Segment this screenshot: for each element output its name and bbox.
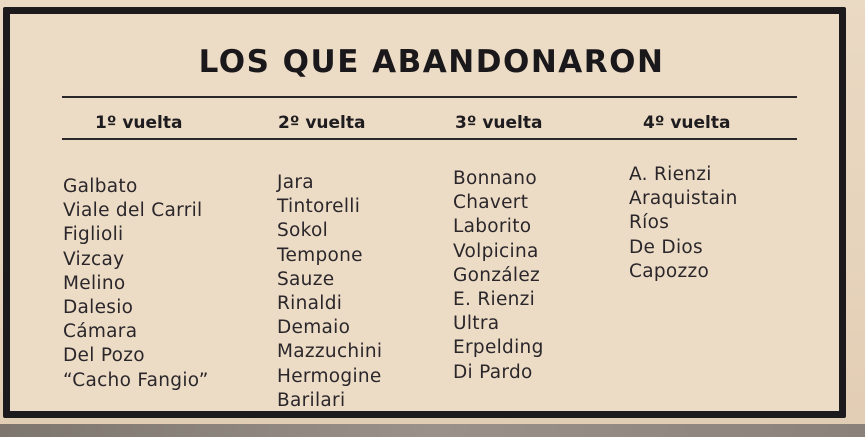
table-title: LOS QUE ABANDONARON bbox=[198, 44, 665, 80]
driver-name: Demaio bbox=[277, 317, 351, 339]
driver-name: Di Pardo bbox=[453, 361, 533, 383]
driver-name: González bbox=[453, 264, 541, 286]
column-header-lap-4: 4º vuelta bbox=[643, 113, 731, 133]
driver-name: De Dios bbox=[629, 236, 703, 258]
driver-name: Laborito bbox=[453, 216, 532, 238]
driver-name: Hermogine bbox=[277, 365, 382, 387]
column-lap-2-list bbox=[277, 171, 382, 413]
driver-name: Erpelding bbox=[453, 337, 544, 359]
bottom-photo-strip bbox=[0, 424, 865, 437]
driver-name: Rinaldi bbox=[277, 293, 343, 315]
driver-name: Melino bbox=[63, 272, 126, 294]
driver-name: Chavert bbox=[453, 192, 529, 214]
column-header-lap-3: 3º vuelta bbox=[455, 113, 543, 133]
column-header-lap-1: 1º vuelta bbox=[95, 113, 183, 133]
header-top-rule bbox=[62, 96, 797, 98]
column-lap-3-list bbox=[453, 167, 544, 385]
driver-name: Araquistain bbox=[629, 188, 738, 210]
driver-name: Volpicina bbox=[453, 240, 539, 262]
driver-name: Dalesio bbox=[63, 297, 134, 319]
column-lap-4-list bbox=[629, 163, 738, 284]
driver-name: E. Rienzi bbox=[453, 289, 536, 311]
driver-name: Figlioli bbox=[63, 224, 124, 246]
driver-name: “Cacho Fangio” bbox=[63, 369, 209, 391]
driver-name: Tempone bbox=[277, 244, 363, 266]
driver-name: Galbato bbox=[63, 176, 138, 197]
header-bottom-rule bbox=[62, 138, 797, 140]
driver-name: Vizcay bbox=[63, 248, 125, 270]
driver-name: Del Pozo bbox=[63, 345, 145, 367]
driver-name: Ríos bbox=[629, 212, 670, 234]
driver-name: Sokol bbox=[277, 220, 329, 242]
driver-name: Jara bbox=[277, 172, 314, 193]
driver-name: Bonnano bbox=[453, 168, 537, 189]
column-lap-1-list bbox=[63, 175, 209, 393]
driver-name: Sauze bbox=[277, 268, 335, 290]
driver-name: Capozzo bbox=[629, 260, 710, 282]
abandonment-table-frame bbox=[3, 7, 846, 418]
driver-name: Barilari bbox=[277, 389, 346, 411]
driver-name: Mazzuchini bbox=[277, 341, 383, 363]
driver-name: A. Rienzi bbox=[629, 164, 712, 185]
driver-name: Ultra bbox=[453, 313, 500, 335]
driver-name: Viale del Carril bbox=[63, 200, 203, 222]
column-header-lap-2: 2º vuelta bbox=[278, 113, 366, 133]
driver-name: Tintorelli bbox=[277, 196, 361, 218]
driver-name: Cámara bbox=[63, 321, 138, 343]
